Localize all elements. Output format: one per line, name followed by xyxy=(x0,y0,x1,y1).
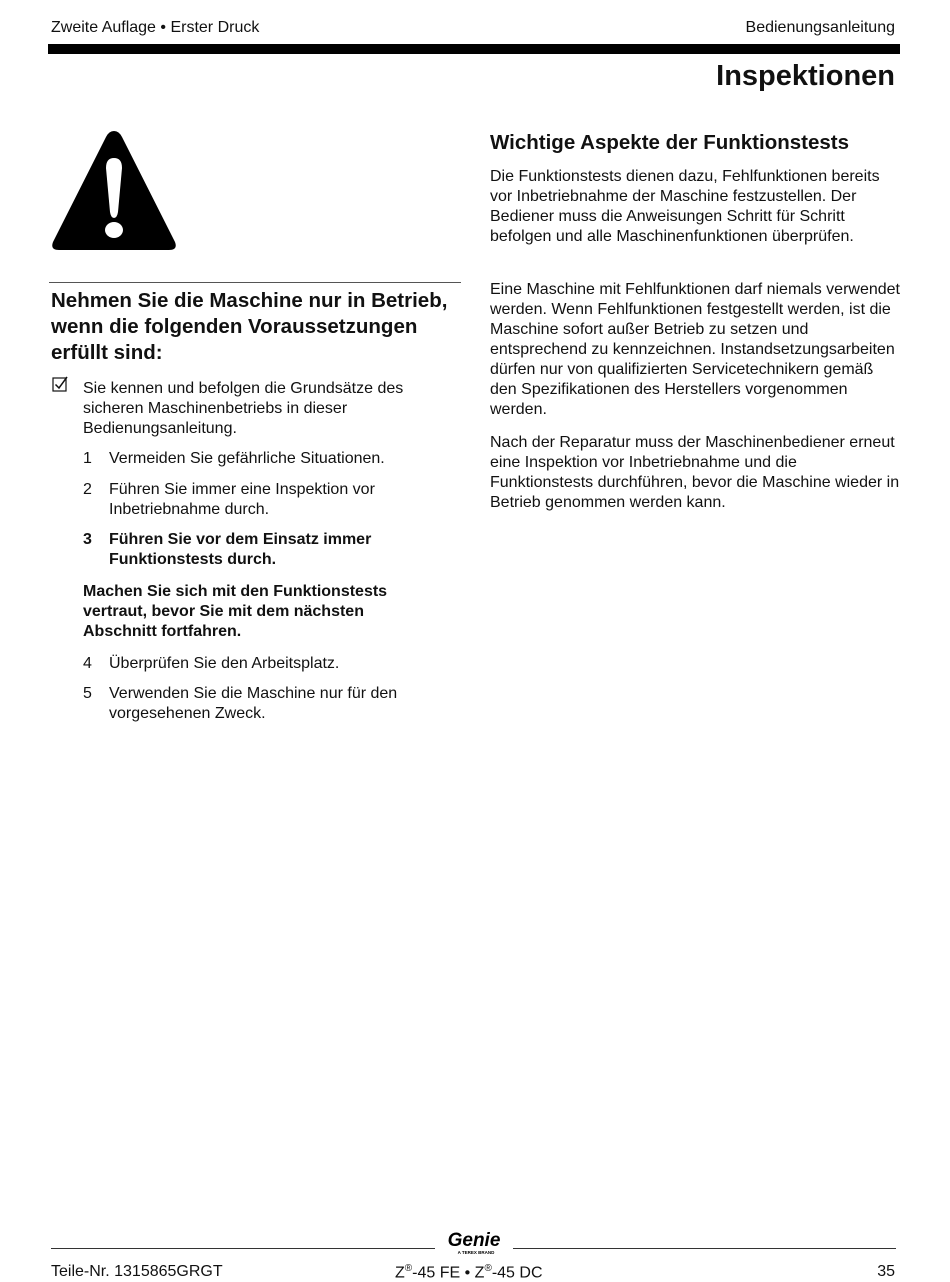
list-item: Führen Sie vor dem Einsatz immer Funktionstests durch. xyxy=(109,531,372,568)
list-item: Überprüfen Sie den Arbeitsplatz. xyxy=(109,655,340,672)
list-item: Führen Sie immer eine Inspektion vor Inbetriebnahme durch. xyxy=(109,481,375,518)
logo-subtext: A TEREX BRAND xyxy=(457,1250,495,1255)
model-b: Z xyxy=(474,1264,485,1282)
note-text: Machen Sie sich mit den Funktionstests vertraut, bevor Sie mit dem nächsten Abschnitt fortfahren. xyxy=(83,583,388,640)
footer-part-number: Teile-Nr. 1315865GRGT xyxy=(51,1263,223,1280)
model-b-suffix: -45 DC xyxy=(491,1264,543,1282)
genie-logo xyxy=(438,1228,510,1256)
model-b-sup: ® xyxy=(484,1263,492,1274)
section-title: Inspektionen xyxy=(716,60,895,92)
paragraph: Nach der Reparatur muss der Maschinenbediener erneut eine Inspektion vor Inbetriebnahme und die Funktionstests durchführen, bevor die Maschine wieder in Betrieb genommen werden kann. xyxy=(490,434,900,511)
list-item-number: 1 xyxy=(83,450,92,467)
list-item-number: 2 xyxy=(83,481,92,498)
paragraph: Die Funktionstests dienen dazu, Fehlfunktionen bereits vor Inbetriebnahme der Maschine festzustellen. Der Bediener muss die Anweisungen Schritt für Schritt befolgen und alle Maschinenfunktionen überprüfen. xyxy=(490,168,880,245)
model-a-sup: ® xyxy=(404,1263,413,1274)
warning-triangle-icon xyxy=(51,128,177,254)
footer-model xyxy=(395,1263,543,1282)
prerequisite-text: Sie kennen und befolgen die Grundsätze des sicheren Maschinenbetriebs in dieser Bedienungsanleitung. xyxy=(83,380,404,437)
column-divider xyxy=(49,282,461,283)
right-heading: Wichtige Aspekte der Funktionstests xyxy=(490,131,850,154)
model-a-suffix: -45 FE • xyxy=(412,1264,475,1282)
list-item-number: 3 xyxy=(83,531,92,548)
list-item-number: 4 xyxy=(83,655,92,672)
footer-rule-right xyxy=(513,1248,896,1249)
header-manual-type: Bedienungsanleitung xyxy=(745,19,895,36)
logo-text: Genie xyxy=(447,1230,501,1251)
paragraph: Eine Maschine mit Fehlfunktionen darf niemals verwendet werden. Wenn Fehlfunktionen festgestellt werden, ist die Maschine sofort außer Betrieb zu setzen und entsprechend zu kennzeichnen. Instandsetzungsarbeiten dürfen nur von qualifizierten Servicetechnikern gemäß den Spezifikationen des Herstellers vorgenommen werden. xyxy=(490,281,900,418)
list-item: Verwenden Sie die Maschine nur für den vorgesehenen Zweck. xyxy=(109,685,398,722)
checkbox-icon xyxy=(52,376,68,392)
list-item-number: 5 xyxy=(83,685,92,702)
footer-rule-left xyxy=(51,1248,435,1249)
left-heading: Nehmen Sie die Maschine nur in Betrieb, wenn die folgenden Voraussetzungen erfüllt sind: xyxy=(51,289,448,364)
list-item: Vermeiden Sie gefährliche Situationen. xyxy=(109,450,385,467)
header-rule xyxy=(48,44,900,54)
footer-page-number: 35 xyxy=(877,1263,895,1280)
model-a: Z xyxy=(395,1264,405,1282)
header-edition: Zweite Auflage • Erster Druck xyxy=(51,19,260,36)
